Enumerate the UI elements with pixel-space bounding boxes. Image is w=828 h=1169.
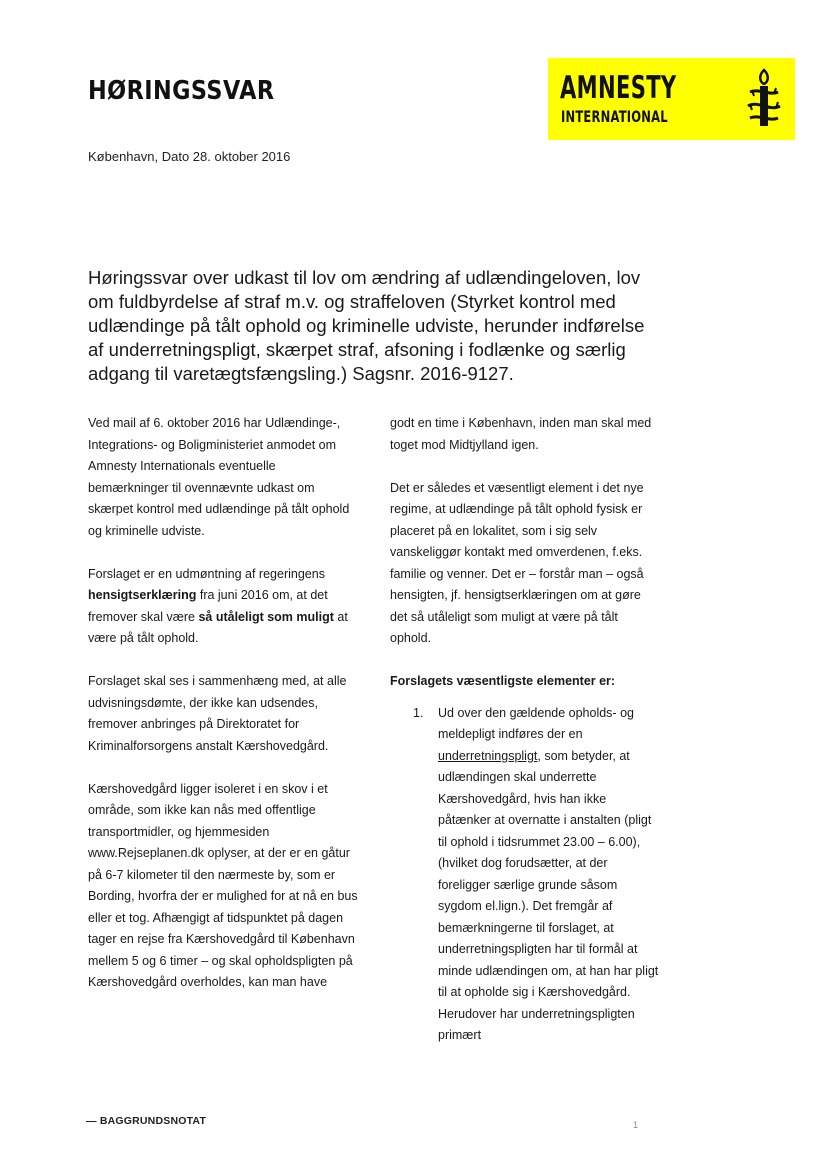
date-line: København, Dato 28. oktober 2016 <box>88 149 291 164</box>
footer-label: — BAGGRUNDSNOTAT <box>86 1115 207 1127</box>
section-subheading: Forslagets væsentligste elementer er: <box>390 674 616 688</box>
paragraph: Det er således et væsentligt element i det nye regime, at udlændinge på tålt ophold fysisk er placeret på en lokalitet, som i sig selv vanskeliggør kontakt med omverdenen, f.eks. familie og venner. Det er – forstår man – også hensigten, jf. hensigtserklæringen om at gøre det så utåleligt som muligt at være på tålt ophold. <box>390 480 644 645</box>
paragraph: Ved mail af 6. oktober 2016 har Udlændinge-, Integrations- og Boligministeriet anmodet om Amnesty Internationals eventuelle bemærkninger til ovennævnte udkast om skærpet kontrol med udlændinge på tålt ophold og kriminelle udviste. <box>88 416 350 538</box>
paragraph: Forslaget skal ses i sammenhæng med, at alle udvisningsdømte, der ikke kan udsendes, fremover anbringes på Direktoratet for Kriminalforsorgens anstalt Kærshovedgård. <box>88 674 347 753</box>
paragraph: Kærshovedgård ligger isoleret i en skov i et område, som ikke kan nås med offentlige transportmidler, og hjemmesiden www.Rejseplanen.dk oplyser, at der er en gåtur på 6-7 kilometer til den nærmeste by, som er Bording, hvorfra der er mulighed for at nå en bus eller et tog. Afhængigt af tidspunktet på dagen tager en rejse fra Kærshovedgård til København mellem 5 og 6 timer – og skal opholdspligten på Kærshovedgård overholdes, kan man have <box>88 781 358 989</box>
document-type-title: HØRINGSSVAR <box>88 76 275 106</box>
right-column <box>390 413 660 1047</box>
bold-text: så utåleligt som muligt <box>198 609 334 624</box>
logo-word-amnesty: AMNESTY <box>560 70 677 106</box>
text-span: at være på tålt ophold. <box>88 609 348 645</box>
underlined-term: underretningspligt <box>438 748 538 763</box>
list-item-number: 1. <box>413 705 424 720</box>
paragraph <box>88 564 358 650</box>
bold-text: hensigtserklæring <box>88 588 197 602</box>
left-column <box>88 413 358 1015</box>
text-span: Ud over den gældende opholds- og meldepligt indføres der en <box>438 705 634 741</box>
amnesty-logo <box>548 58 795 140</box>
logo-word-international: INTERNATIONAL <box>561 107 668 126</box>
page-number: 1 <box>633 1120 639 1130</box>
text-span: fra juni 2016 om, at det fremover skal være <box>88 588 328 624</box>
elements-list <box>390 703 660 1047</box>
paragraph: godt en time i København, inden man skal med toget mod Midtjylland igen. <box>390 416 652 452</box>
list-item <box>390 703 660 1047</box>
document-heading: Høringssvar over udkast til lov om ændring af udlændingeloven, lov om fuldbyrdelse af straf m.v. og straffeloven (Styrket kontrol med udlændinge på tålt ophold og kriminelle udviste, herunder indførelse af underretningspligt, skærpet straf, afsoning i fodlænke og særlig adgang til varetægtsfængsling.) Sagsnr. 2016-9127. <box>88 267 645 384</box>
text-span: Forslaget er en udmøntning af regeringens <box>88 566 325 581</box>
text-span: , som betyder, at udlændingen skal underrette Kærshovedgård, hvis han ikke påtænker at overnatte i anstalten (pligt til ophold i tidsrummet 23.00 – 6.00), (hvilket dog forudsætter, at der foreligger særlige grunde såsom sygdom el.lign.). Det fremgår af bemærkningerne til forslaget, at underretningspligten har til formål at minde udlændingen om, at han har pligt til at opholde sig i Kærshovedgård. Herudover har underretningspligten primært <box>438 748 659 1042</box>
candle-in-barbed-wire-icon <box>744 66 784 132</box>
